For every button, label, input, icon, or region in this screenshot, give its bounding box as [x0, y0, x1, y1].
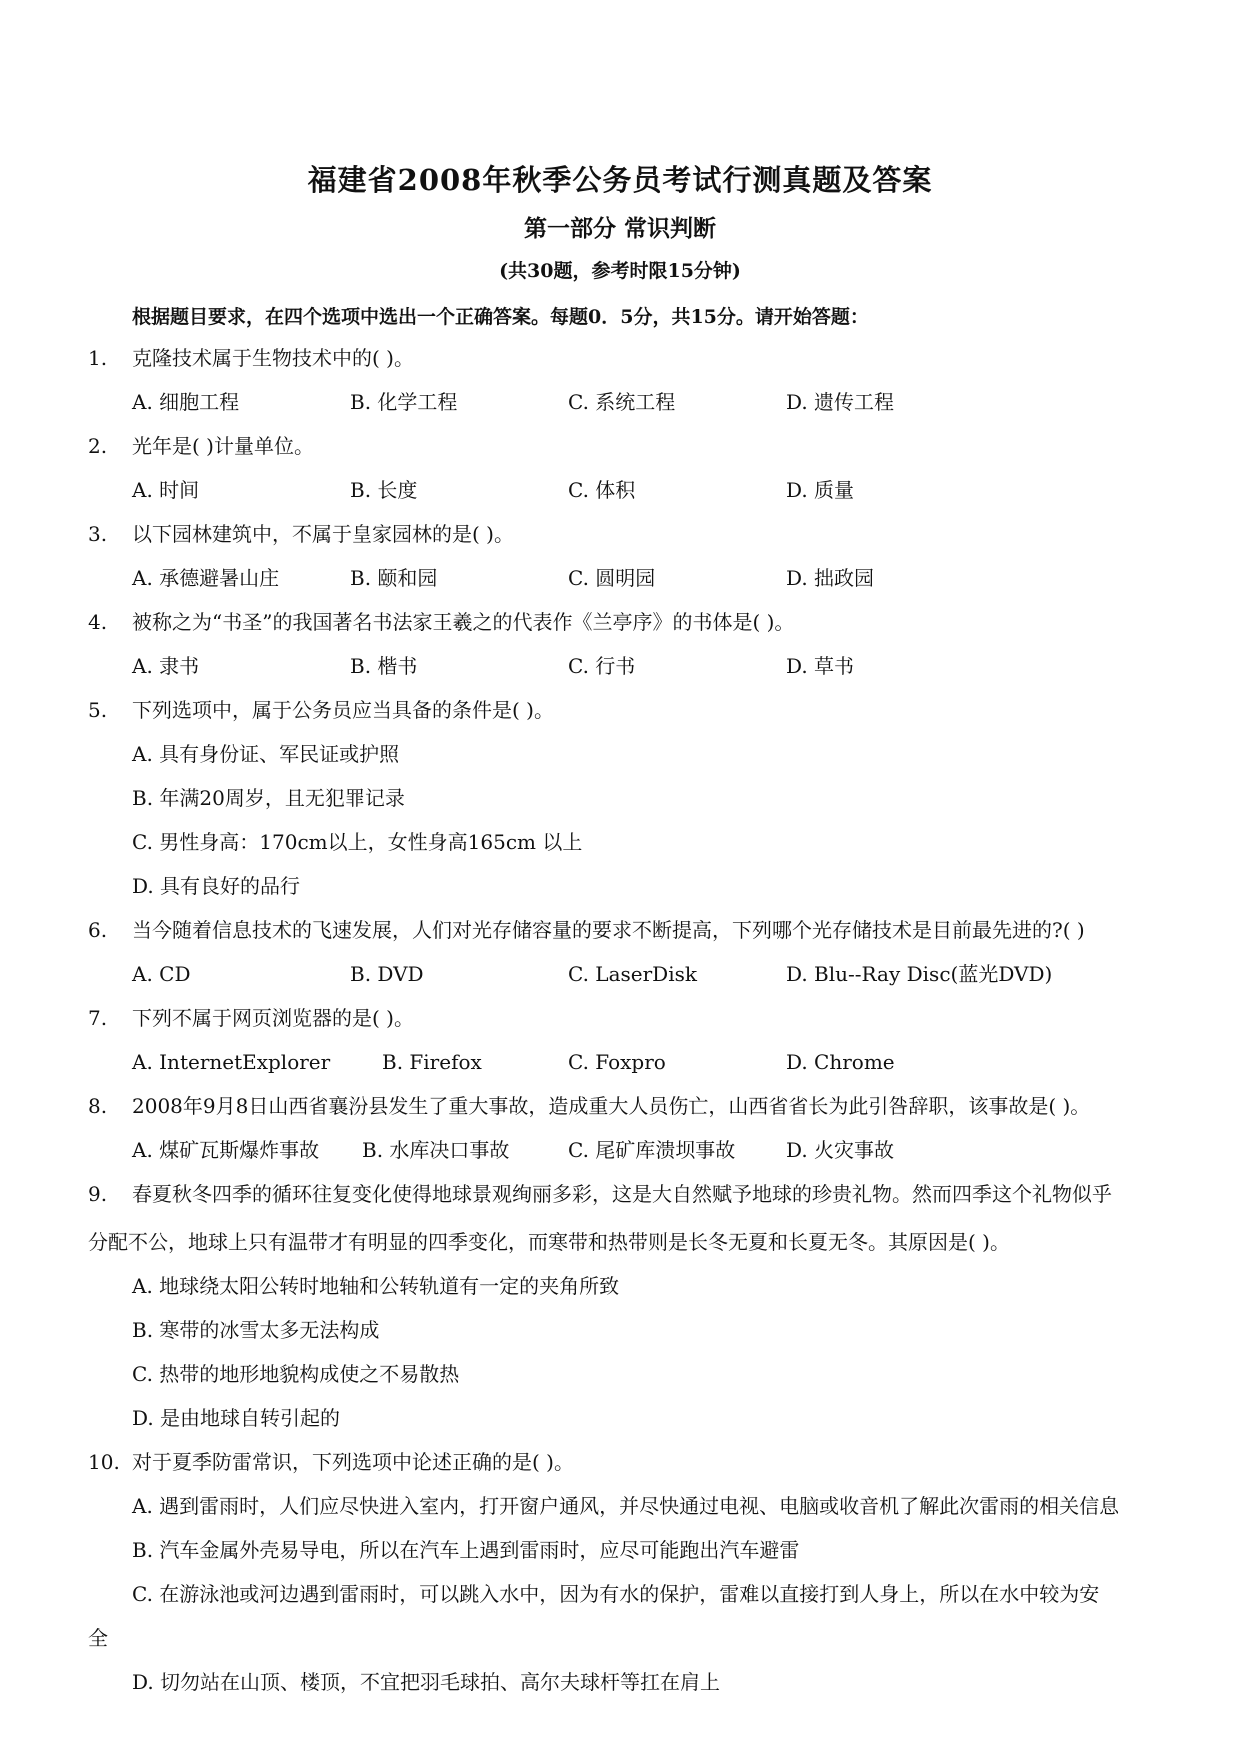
option-c: C. 热带的地形地貌构成使之不易散热 — [132, 1362, 460, 1386]
option-b: B. 汽车金属外壳易导电，所以在汽车上遇到雷雨时，应尽可能跑出汽车避雷 — [132, 1538, 800, 1562]
question-number: 1. — [88, 346, 108, 370]
question-number: 10. — [88, 1450, 120, 1474]
option-b: B. DVD — [350, 962, 424, 986]
option-a: A. 遇到雷雨时，人们应尽快进入室内，打开窗户通风，并尽快通过电视、电脑或收音机了解此次雷雨的相关信息 — [132, 1494, 1120, 1518]
option-d: D. 切勿站在山顶、楼顶，不宜把羽毛球拍、高尔夫球杆等扛在肩上 — [132, 1670, 721, 1694]
question-text: 春夏秋冬四季的循环往复变化使得地球景观绚丽多彩，这是大自然赋予地球的珍贵礼物。然而四季这个礼物似乎 — [132, 1182, 1112, 1206]
question-text: 光年是( )计量单位。 — [132, 434, 314, 458]
option-a: A. 地球绕太阳公转时地轴和公转轨道有一定的夹角所致 — [132, 1274, 620, 1298]
option-a: A. 承德避暑山庄 — [132, 566, 280, 590]
option-a: A. 细胞工程 — [132, 390, 240, 414]
question-number: 7. — [88, 1006, 108, 1030]
page-title: 福建省2008年秋季公务员考试行测真题及答案 — [307, 163, 933, 197]
option-c: C. 尾矿库溃坝事故 — [568, 1138, 736, 1162]
option-c-continued: 全 — [88, 1626, 108, 1650]
option-d: D. 拙政园 — [786, 566, 875, 590]
option-a: A. 隶书 — [132, 654, 200, 678]
option-c: C. 体积 — [568, 478, 636, 502]
option-a: A. 时间 — [132, 478, 200, 502]
question-number: 3. — [88, 522, 108, 546]
option-b: B. Firefox — [382, 1050, 482, 1074]
question-number: 8. — [88, 1094, 108, 1118]
option-d: D. 遗传工程 — [786, 390, 895, 414]
option-c: C. Foxpro — [568, 1050, 666, 1074]
question-text: 下列选项中，属于公务员应当具备的条件是( )。 — [132, 698, 554, 722]
option-d: D. 是由地球自转引起的 — [132, 1406, 341, 1430]
option-c: C. 圆明园 — [568, 566, 656, 590]
question-number: 6. — [88, 918, 108, 942]
question-text: 下列不属于网页浏览器的是( )。 — [132, 1006, 414, 1030]
question-number: 5. — [88, 698, 108, 722]
option-b: B. 颐和园 — [350, 566, 438, 590]
question-text: 当今随着信息技术的飞速发展，人们对光存储容量的要求不断提高，下列哪个光存储技术是目前最先进的?( ) — [132, 918, 1085, 942]
question-text: 克隆技术属于生物技术中的( )。 — [132, 346, 414, 370]
option-b: B. 长度 — [350, 478, 418, 502]
option-b: B. 化学工程 — [350, 390, 458, 414]
option-c: C. LaserDisk — [568, 962, 697, 986]
option-d: D. 火灾事故 — [786, 1138, 895, 1162]
option-c: C. 系统工程 — [568, 390, 676, 414]
option-a: A. CD — [132, 962, 191, 986]
option-c: C. 男性身高：170cm以上，女性身高165cm 以上 — [132, 830, 583, 854]
option-d: D. 质量 — [786, 478, 855, 502]
option-d: D. 草书 — [786, 654, 855, 678]
instruction-text: 根据题目要求，在四个选项中选出一个正确答案。每题0．5分，共15分。请开始答题： — [132, 306, 869, 328]
question-number: 4. — [88, 610, 108, 634]
question-text: 被称之为“书圣”的我国著名书法家王羲之的代表作《兰亭序》的书体是( )。 — [132, 610, 795, 634]
option-b: B. 年满20周岁，且无犯罪记录 — [132, 786, 405, 810]
question-number: 2. — [88, 434, 108, 458]
section-subtitle: 第一部分 常识判断 — [523, 215, 716, 242]
question-text: 对于夏季防雷常识，下列选项中论述正确的是( )。 — [132, 1450, 574, 1474]
option-a: A. InternetExplorer — [132, 1050, 331, 1074]
question-text: 2008年9月8日山西省襄汾县发生了重大事故，造成重大人员伤亡，山西省省长为此引咎辞职，该事故是( )。 — [132, 1094, 1091, 1118]
option-d: D. Chrome — [786, 1050, 895, 1074]
option-c: C. 行书 — [568, 654, 636, 678]
question-number: 9. — [88, 1182, 108, 1206]
question-text: 以下园林建筑中，不属于皇家园林的是( )。 — [132, 522, 514, 546]
option-a: A. 煤矿瓦斯爆炸事故 — [132, 1138, 320, 1162]
option-b: B. 寒带的冰雪太多无法构成 — [132, 1318, 380, 1342]
question-text-continued: 分配不公，地球上只有温带才有明显的四季变化，而寒带和热带则是长冬无夏和长夏无冬。其原因是( )。 — [88, 1230, 1010, 1254]
option-d: D. Blu--Ray Disc(蓝光DVD) — [786, 962, 1053, 986]
option-c: C. 在游泳池或河边遇到雷雨时，可以跳入水中，因为有水的保护，雷难以直接打到人身上，所以在水中较为安 — [132, 1582, 1100, 1606]
option-a: A. 具有身份证、军民证或护照 — [132, 742, 400, 766]
option-d: D. 具有良好的品行 — [132, 874, 301, 898]
section-note: (共30题，参考时限15分钟) — [499, 260, 741, 282]
option-b: B. 楷书 — [350, 654, 418, 678]
option-b: B. 水库决口事故 — [362, 1138, 510, 1162]
